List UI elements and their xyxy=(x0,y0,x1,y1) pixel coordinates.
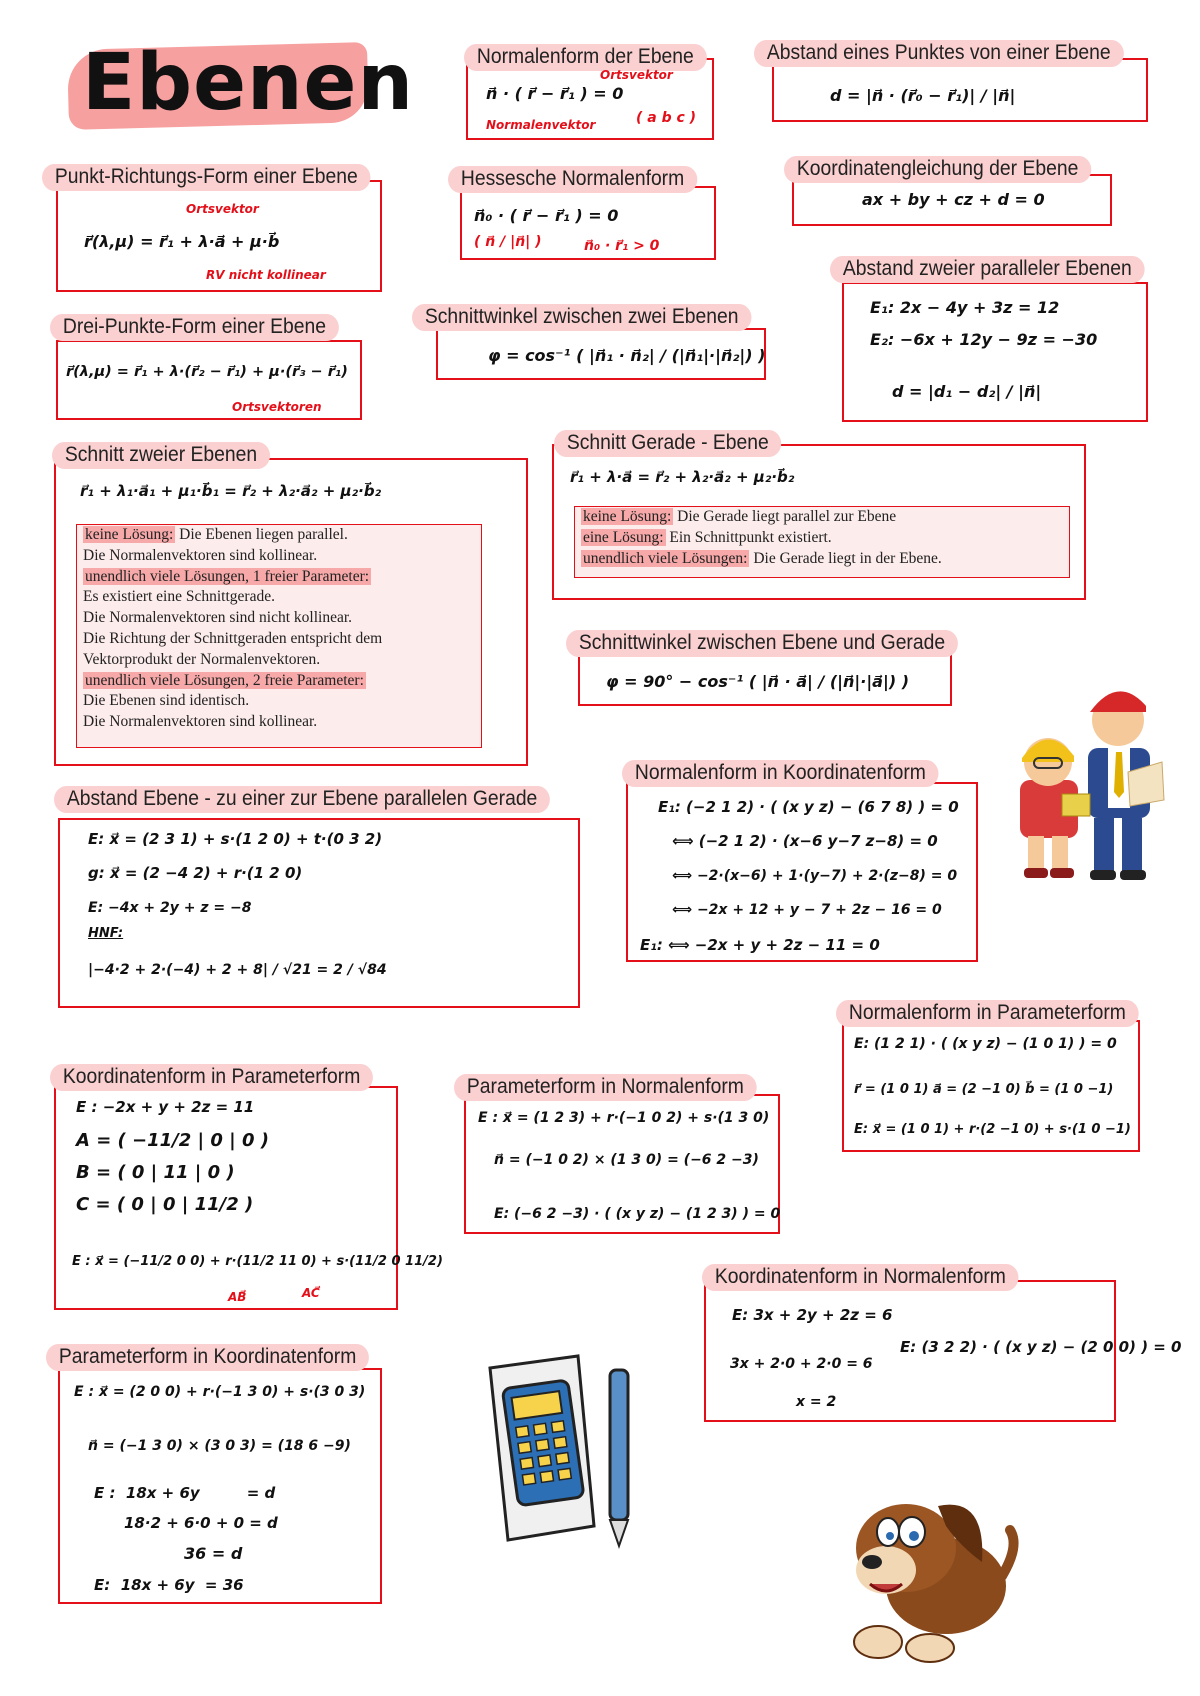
case-text: Es existiert eine Schnittgerade. xyxy=(83,588,275,606)
drei-punkte-header: Drei-Punkte-Form einer Ebene xyxy=(50,314,339,341)
case-text: Die Normalenvektoren sind kollinear. xyxy=(83,546,318,564)
case-text: Vektorprodukt der Normalenvektoren. xyxy=(83,650,321,668)
case-line xyxy=(77,525,481,546)
hessesche-formula-2: ( n⃗ / |n⃗| ) xyxy=(474,234,542,250)
case-text: Ein Schnittpunkt existiert. xyxy=(665,528,832,546)
koord-in-normal-l2: 3x + 2·0 + 2·0 = 6 xyxy=(730,1356,873,1372)
param-in-normal-header: Parameterform in Normalenform xyxy=(454,1074,757,1101)
case-text: Die Ebenen liegen parallel. xyxy=(175,526,348,543)
koord-in-param-l3: B = ( 0 | 11 | 0 ) xyxy=(76,1162,235,1183)
case-line xyxy=(575,528,1069,549)
schnittwinkel-gerade-header: Schnittwinkel zwischen Ebene und Gerade xyxy=(566,630,958,657)
normalen-in-koord-header: Normalenform in Koordinatenform xyxy=(622,760,939,787)
normalenform-vector: ( a b c ) xyxy=(636,110,697,126)
page-title: Ebenen xyxy=(72,38,372,130)
normalenform-note-normalenvektor: Normalenvektor xyxy=(486,118,596,132)
hessesche-header: Hessesche Normalenform xyxy=(448,166,697,193)
case-label: unendlich viele Lösungen, 2 freie Parameter: xyxy=(85,671,364,689)
schnitt-ebenen-formula: r⃗₁ + λ₁·a⃗₁ + μ₁·b⃗₁ = r⃗₂ + λ₂·a⃗₂ + μ₂·b⃗₂ xyxy=(80,482,382,500)
abstand-ebene-gerade-l4: HNF: xyxy=(88,926,124,941)
punkt-richtung-note-ortsvektor: Ortsvektor xyxy=(186,202,259,216)
hessesche-formula: n⃗₀ · ( r⃗ − r⃗₁ ) = 0 xyxy=(474,206,619,225)
case-label: eine Lösung: xyxy=(583,528,664,546)
case-text: Die Richtung der Schnittgeraden entspricht dem xyxy=(83,629,383,647)
schnitt-ebenen-cases xyxy=(76,524,482,748)
case-label: keine Lösung: xyxy=(85,526,174,543)
koordinatengleichung-formula: ax + by + cz + d = 0 xyxy=(862,190,1045,209)
case-line xyxy=(77,567,481,588)
schnittwinkel-gerade-formula: φ = 90° − cos⁻¹ ( |n⃗ · a⃗| / (|n⃗|·|a⃗|) ) xyxy=(606,672,910,691)
param-in-koord-l6: E: 18x + 6y = 36 xyxy=(94,1576,244,1594)
abstand-ebene-gerade-l5: |−4·2 + 2·(−4) + 2 + 8| / √21 = 2 / √84 xyxy=(88,962,387,978)
normalen-in-koord-l3: ⟺ −2·(x−6) + 1·(y−7) + 2·(z−8) = 0 xyxy=(672,868,958,884)
koord-in-normal-header: Koordinatenform in Normalenform xyxy=(702,1264,1019,1291)
param-in-koord-l1: E : x⃗ = (2 0 0) + r·(−1 3 0) + s·(3 0 3) xyxy=(74,1384,366,1400)
koord-in-param-header: Koordinatenform in Parameterform xyxy=(50,1064,373,1091)
punkt-richtung-note-rv: RV nicht kollinear xyxy=(206,268,326,282)
normalen-in-koord-l1: E₁: (−2 1 2) · ( (x y z) − (6 7 8) ) = 0 xyxy=(658,798,959,816)
param-in-koord-l5: 36 = d xyxy=(184,1544,243,1563)
abstand-ebene-gerade-l1: E: x⃗ = (2 3 1) + s·(1 2 0) + t·(0 3 2) xyxy=(88,830,383,848)
normalen-in-koord-l4: ⟺ −2x + 12 + y − 7 + 2z − 16 = 0 xyxy=(672,902,942,918)
case-line xyxy=(77,712,481,733)
case-line xyxy=(77,650,481,671)
abstand-punkt-header: Abstand eines Punktes von einer Ebene xyxy=(754,40,1123,67)
schnittwinkel-ebenen-formula: φ = cos⁻¹ ( |n⃗₁ · n⃗₂| / (|n⃗₁|·|n⃗₂|) ) xyxy=(488,346,766,365)
schnitt-gerade-cases xyxy=(574,506,1070,578)
abstand-ebene-gerade-l3: E: −4x + 2y + z = −8 xyxy=(88,900,252,916)
calculator-illustration xyxy=(482,1350,642,1560)
case-text: Die Normalenvektoren sind nicht kollinear. xyxy=(83,609,353,627)
drei-punkte-note: Ortsvektoren xyxy=(232,400,322,414)
case-line xyxy=(77,671,481,692)
abstand-parallel-header: Abstand zweier paralleler Ebenen xyxy=(830,256,1145,283)
schnitt-ebenen-header: Schnitt zweier Ebenen xyxy=(52,442,270,469)
param-in-koord-l3: E : 18x + 6y = d xyxy=(94,1484,276,1502)
punkt-richtung-formula: r⃗(λ,μ) = r⃗₁ + λ·a⃗ + μ·b⃗ xyxy=(84,232,280,251)
koord-in-normal-l1: E: 3x + 2y + 2z = 6 xyxy=(732,1306,893,1324)
case-line xyxy=(77,587,481,608)
case-line xyxy=(77,629,481,650)
engineers-illustration xyxy=(1000,676,1166,890)
case-label: unendlich viele Lösungen, 1 freier Parameter: xyxy=(85,567,370,585)
hessesche-formula-3: n⃗₀ · r⃗₁ > 0 xyxy=(584,238,660,254)
case-text: Die Ebenen sind identisch. xyxy=(83,692,250,710)
normalen-in-param-header: Normalenform in Parameterform xyxy=(836,1000,1139,1027)
normalenform-header: Normalenform der Ebene xyxy=(464,44,707,71)
normalen-in-koord-l2: ⟺ (−2 1 2) · (x−6 y−7 z−8) = 0 xyxy=(672,832,938,850)
koord-in-param-l4: C = ( 0 | 0 | 11/2 ) xyxy=(76,1194,254,1215)
koord-in-param-l2: A = ( −11/2 | 0 | 0 ) xyxy=(76,1130,270,1151)
case-line xyxy=(77,691,481,712)
punkt-richtung-header: Punkt-Richtungs-Form einer Ebene xyxy=(42,164,371,191)
case-line xyxy=(575,507,1069,528)
dog-illustration xyxy=(826,1466,1022,1666)
schnittwinkel-ebenen-header: Schnittwinkel zwischen zwei Ebenen xyxy=(412,304,751,331)
abstand-ebene-gerade-l2: g: x⃗ = (2 −4 2) + r·(1 2 0) xyxy=(88,864,303,882)
abstand-punkt-formula: d = |n⃗ · (r⃗₀ − r⃗₁)| / |n⃗| xyxy=(830,86,1016,105)
normalen-in-param-l3: E: x⃗ = (1 0 1) + r·(2 −1 0) + s·(1 0 −1) xyxy=(854,1122,1131,1137)
param-in-koord-header: Parameterform in Koordinatenform xyxy=(46,1344,369,1371)
koord-in-param-note-ac: AC⃗ xyxy=(302,1286,320,1300)
case-line xyxy=(77,546,481,567)
schnitt-gerade-header: Schnitt Gerade - Ebene xyxy=(554,430,782,457)
koord-in-param-l1: E : −2x + y + 2z = 11 xyxy=(76,1098,255,1116)
normalen-in-param-l2: r⃗ = (1 0 1) a⃗ = (2 −1 0) b⃗ = (1 0 −1) xyxy=(854,1082,1114,1097)
case-label: unendlich viele Lösungen: xyxy=(583,549,748,567)
normalen-in-param-l1: E: (1 2 1) · ( (x y z) − (1 0 1) ) = 0 xyxy=(854,1036,1117,1052)
case-text: Die Gerade liegt in der Ebene. xyxy=(749,549,942,567)
abstand-parallel-e1: E₁: 2x − 4y + 3z = 12 xyxy=(870,298,1060,317)
koordinatengleichung-header: Koordinatengleichung der Ebene xyxy=(784,156,1091,183)
param-in-normal-l3: E: (−6 2 −3) · ( (x y z) − (1 2 3) ) = 0 xyxy=(494,1206,781,1222)
schnitt-gerade-formula: r⃗₁ + λ·a⃗ = r⃗₂ + λ₂·a⃗₂ + μ₂·b⃗₂ xyxy=(570,468,795,486)
abstand-parallel-e2: E₂: −6x + 12y − 9z = −30 xyxy=(870,330,1098,349)
param-in-koord-l2: n⃗ = (−1 3 0) × (3 0 3) = (18 6 −9) xyxy=(88,1438,351,1454)
case-line xyxy=(77,608,481,629)
abstand-parallel-d: d = |d₁ − d₂| / |n⃗| xyxy=(892,382,1042,401)
normalenform-note-ortsvektor: Ortsvektor xyxy=(600,68,673,82)
normalen-in-koord-l5: E₁: ⟺ −2x + y + 2z − 11 = 0 xyxy=(640,936,880,954)
case-text: Die Normalenvektoren sind kollinear. xyxy=(83,713,318,731)
normalenform-formula: n⃗ · ( r⃗ − r⃗₁ ) = 0 xyxy=(486,84,624,103)
case-text: Die Gerade liegt parallel zur Ebene xyxy=(673,508,897,525)
abstand-ebene-gerade-header: Abstand Ebene - zu einer zur Ebene parallelen Gerade xyxy=(54,786,550,813)
koord-in-normal-l3: x = 2 xyxy=(796,1394,837,1410)
koord-in-param-l5: E : x⃗ = (−11/2 0 0) + r·(11/2 11 0) + s·(11/2 0 11/2) xyxy=(72,1254,443,1269)
param-in-normal-l1: E : x⃗ = (1 2 3) + r·(−1 0 2) + s·(1 3 0) xyxy=(478,1110,770,1126)
koord-in-normal-l4: E: (3 2 2) · ( (x y z) − (2 0 0) ) = 0 xyxy=(900,1338,1182,1356)
drei-punkte-formula: r⃗(λ,μ) = r⃗₁ + λ·(r⃗₂ − r⃗₁) + μ·(r⃗₃ − r⃗₁) xyxy=(66,364,348,380)
case-label: keine Lösung: xyxy=(583,508,672,525)
param-in-koord-l4: 18·2 + 6·0 + 0 = d xyxy=(124,1514,278,1532)
koord-in-param-note-ab: AB⃗ xyxy=(228,1290,247,1304)
case-line xyxy=(575,549,1069,570)
param-in-normal-l2: n⃗ = (−1 0 2) × (1 3 0) = (−6 2 −3) xyxy=(494,1152,759,1168)
